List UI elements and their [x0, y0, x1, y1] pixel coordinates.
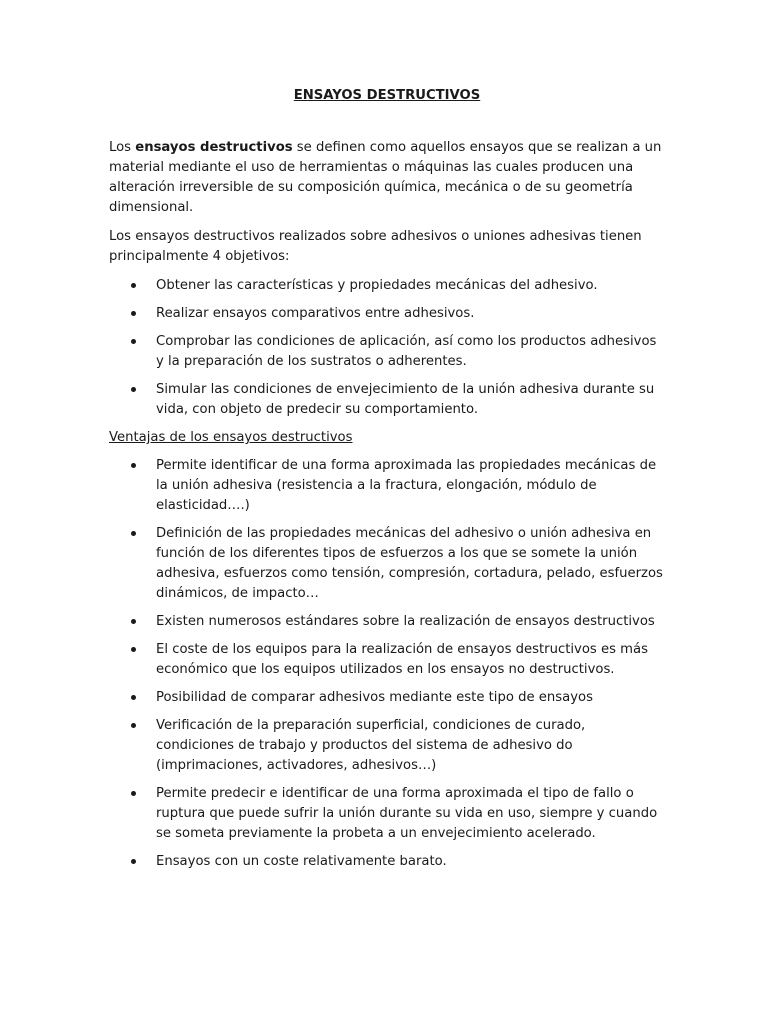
list-item — [109, 640, 665, 680]
list-item — [109, 276, 665, 296]
list-item — [109, 852, 665, 872]
intro-bold-term: ensayos destructivos — [135, 140, 293, 155]
list-item-text: Verificación de la preparación superficial, condiciones de curado, condiciones de trabajo y productos del sistema de adhesivo do (imprimaciones, activadores, adhesivos…) — [156, 718, 586, 773]
list-item — [109, 380, 665, 420]
list-item-text: Ensayos con un coste relativamente barato. — [156, 854, 447, 869]
bullet-icon — [131, 531, 136, 536]
list-item-text: Simular las condiciones de envejecimiento de la unión adhesiva durante su vida, con objeto de predecir su comportamiento. — [156, 382, 655, 417]
list-item — [109, 332, 665, 372]
bullet-icon — [131, 859, 136, 864]
intro-paragraph — [109, 138, 665, 218]
objectives-intro: Los ensayos destructivos realizados sobre adhesivos o uniones adhesivas tienen principalmente 4 objetivos: — [109, 229, 642, 264]
bullet-icon — [131, 463, 136, 468]
intro-prefix: Los — [109, 140, 136, 155]
list-item-text: Definición de las propiedades mecánicas del adhesivo o unión adhesiva en función de los diferentes tipos de esfuerzos a los que se somete la unión adhesiva, esfuerzos como tensión, compresión, cortadura, pelado, esfuerzos dinámicos, de impacto… — [156, 526, 663, 601]
bullet-icon — [131, 283, 136, 288]
list-item-text: Realizar ensayos comparativos entre adhesivos. — [156, 306, 475, 321]
document-body — [109, 86, 665, 880]
list-item — [109, 688, 665, 708]
list-item — [109, 524, 665, 604]
intro-rest: se definen como aquellos ensayos que se realizan a un material mediante el uso de herramientas o máquinas las cuales producen una alteración irreversible de su composición química, mecánica o de su geometría dimensional. — [109, 140, 662, 215]
list-item — [109, 304, 665, 324]
list-item-text: Comprobar las condiciones de aplicación, así como los productos adhesivos y la preparación de los sustratos o adherentes. — [156, 334, 657, 369]
list-item-text: Permite identificar de una forma aproximada las propiedades mecánicas de la unión adhesiva (resistencia a la fractura, elongación, módulo de elasticidad….) — [156, 458, 657, 513]
bullet-icon — [131, 311, 136, 316]
list-item-text: El coste de los equipos para la realización de ensayos destructivos es más económico que los equipos utilizados en los ensayos no destructivos. — [156, 642, 648, 677]
list-item-text: Posibilidad de comparar adhesivos mediante este tipo de ensayos — [156, 690, 593, 705]
bullet-icon — [131, 695, 136, 700]
advantages-list — [109, 456, 665, 872]
list-item-text: Permite predecir e identificar de una forma aproximada el tipo de fallo o ruptura que puede sufrir la unión durante su vida en uso, siempre y cuando se someta previamente la probeta a un envejecimiento acelerado. — [156, 786, 658, 841]
list-item — [109, 612, 665, 632]
bullet-icon — [131, 619, 136, 624]
document-title: ENSAYOS DESTRUCTIVOS — [293, 88, 481, 103]
bullet-icon — [131, 339, 136, 344]
bullet-icon — [131, 647, 136, 652]
bullet-icon — [131, 387, 136, 392]
bullet-icon — [131, 723, 136, 728]
bullet-icon — [131, 791, 136, 796]
objectives-list — [109, 276, 665, 420]
advantages-heading: Ventajas de los ensayos destructivos — [109, 430, 353, 445]
list-item — [109, 456, 665, 516]
list-item-text: Existen numerosos estándares sobre la realización de ensayos destructivos — [156, 614, 655, 629]
list-item — [109, 716, 665, 776]
list-item — [109, 784, 665, 844]
list-item-text: Obtener las características y propiedades mecánicas del adhesivo. — [156, 278, 598, 293]
